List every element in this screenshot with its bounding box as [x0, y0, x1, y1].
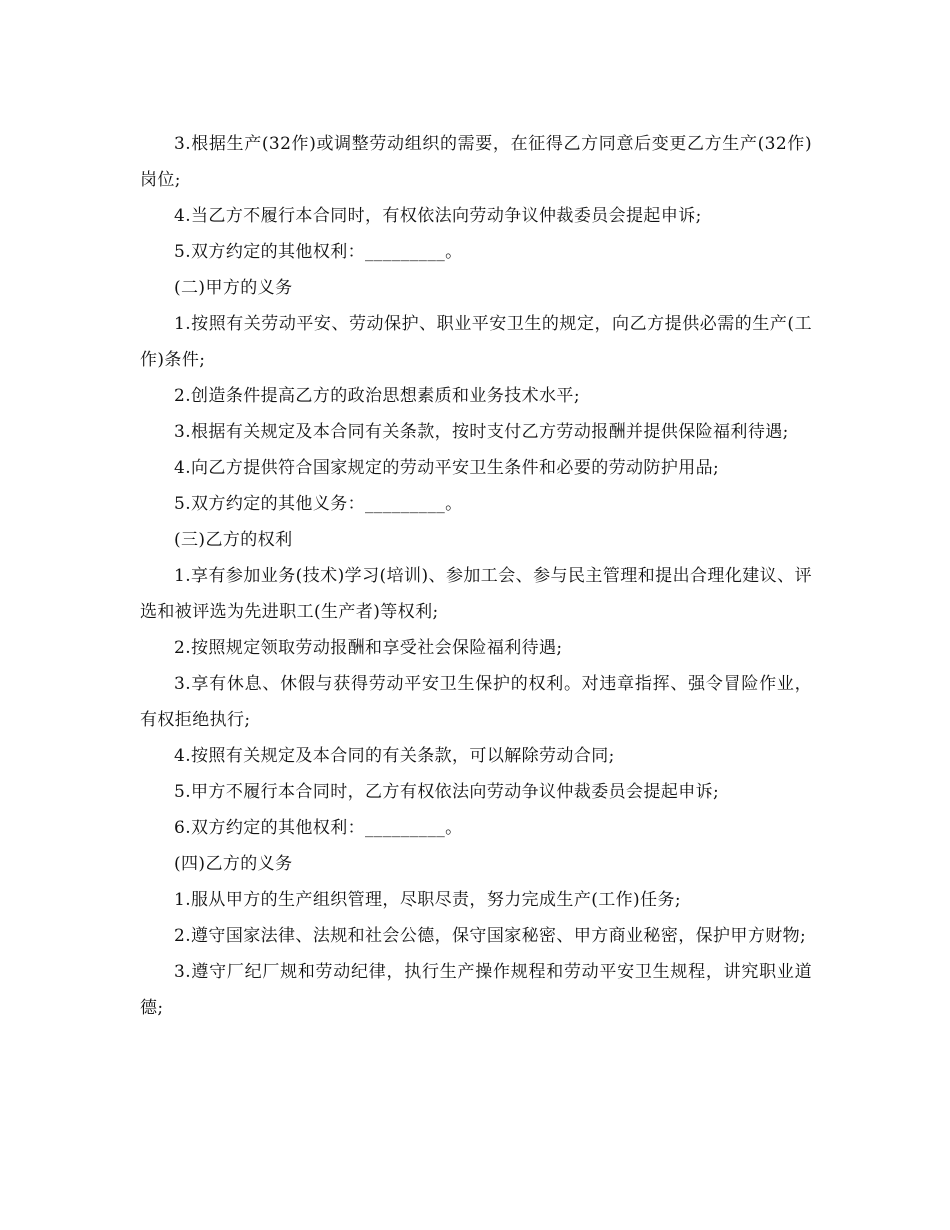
paragraph: 5.双方约定的其他权利：_________。: [174, 242, 463, 262]
paragraph: 3.根据有关规定及本合同有关条款，按时支付乙方劳动报酬并提供保险福利待遇;: [174, 422, 789, 442]
section-heading: (二)甲方的义务: [174, 278, 293, 298]
paragraph: 2.创造条件提高乙方的政治思想素质和业务技术水平;: [174, 386, 580, 406]
contract-body: [140, 126, 812, 1026]
paragraph: 1.享有参加业务(技术)学习(培训)、参加工会、参与民主管理和提出合理化建议、评选和被评选为先进职工(生产者)等权利;: [140, 566, 812, 622]
paragraph: 4.向乙方提供符合国家规定的劳动平安卫生条件和必要的劳动防护用品;: [174, 458, 720, 478]
paragraph: 5.双方约定的其他义务：_________。: [174, 494, 463, 514]
paragraph: 4.按照有关规定及本合同的有关条款，可以解除劳动合同;: [174, 746, 615, 766]
paragraph: 6.双方约定的其他权利：_________。: [174, 818, 463, 838]
paragraph: 1.按照有关劳动平安、劳动保护、职业平安卫生的规定，向乙方提供必需的生产(工作)条件;: [140, 314, 812, 370]
paragraph: 2.遵守国家法律、法规和社会公德，保守国家秘密、甲方商业秘密，保护甲方财物;: [174, 926, 807, 946]
paragraph: 3.根据生产(32作)或调整劳动组织的需要，在征得乙方同意后变更乙方生产(32作)岗位;: [140, 134, 812, 190]
paragraph: 3.享有休息、休假与获得劳动平安卫生保护的权利。对违章指挥、强令冒险作业，有权拒绝执行;: [140, 674, 812, 730]
paragraph: 4.当乙方不履行本合同时，有权依法向劳动争议仲裁委员会提起申诉;: [174, 206, 702, 226]
section-heading: (三)乙方的权利: [174, 530, 293, 550]
paragraph: 1.服从甲方的生产组织管理，尽职尽责，努力完成生产(工作)任务;: [174, 890, 682, 910]
paragraph: 2.按照规定领取劳动报酬和享受社会保险福利待遇;: [174, 638, 563, 658]
paragraph: 3.遵守厂纪厂规和劳动纪律，执行生产操作规程和劳动平安卫生规程，讲究职业道德;: [140, 962, 812, 1018]
section-heading: (四)乙方的义务: [174, 854, 293, 874]
paragraph: 5.甲方不履行本合同时，乙方有权依法向劳动争议仲裁委员会提起申诉;: [174, 782, 720, 802]
